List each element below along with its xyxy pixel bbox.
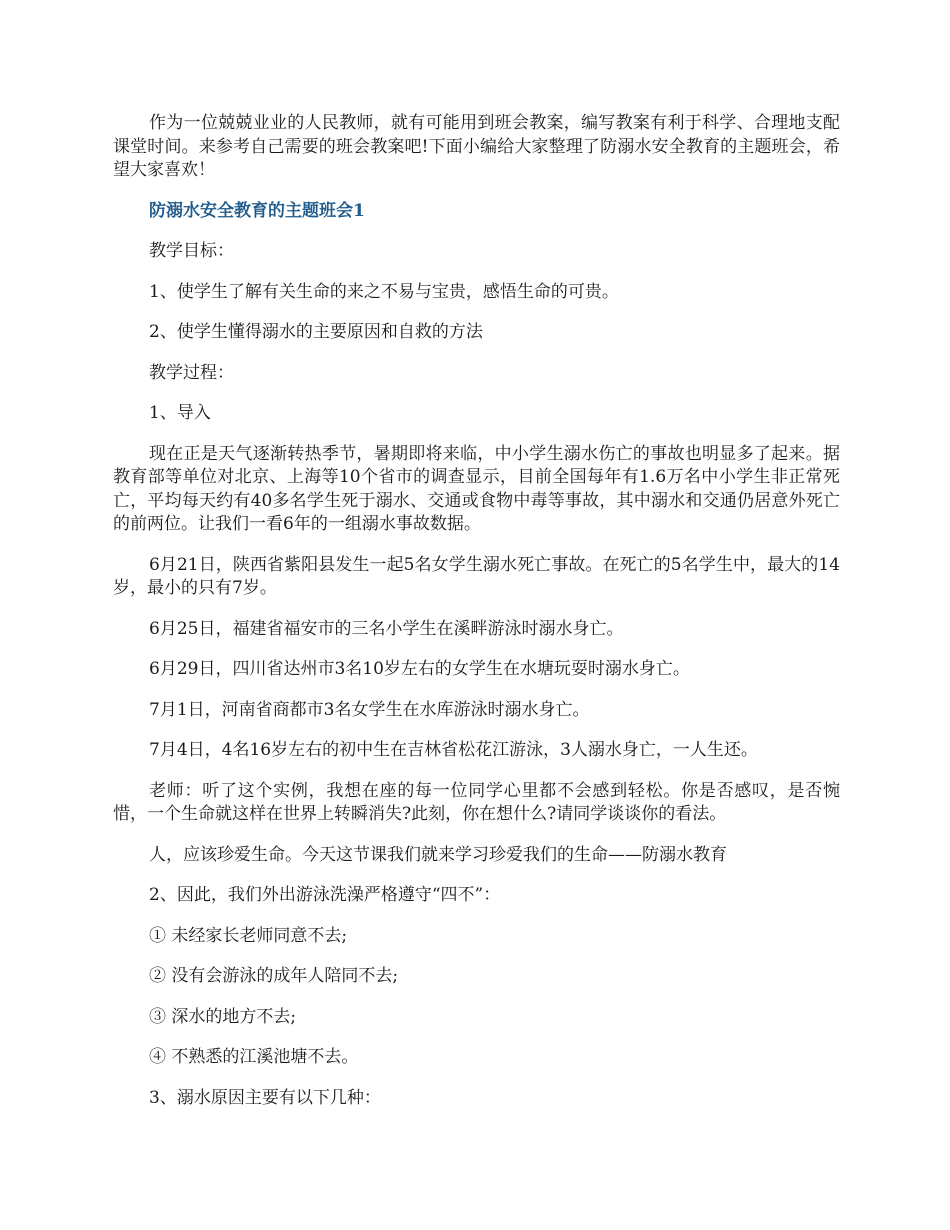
list-item-rule-2: ② 没有会游泳的成年人陪同不去;	[149, 966, 399, 986]
paragraph-teaching-goals: 教学目标：	[149, 241, 234, 261]
paragraph-goal-2: 2、使学生懂得溺水的主要原因和自救的方法	[149, 322, 483, 342]
section-heading: 防溺水安全教育的主题班会1	[149, 200, 365, 221]
paragraph-teacher-remark: 老师：听了这个实例，我想在座的每一位同学心里都不会感到轻松。你是否感叹，是否惋惜，一个生命就这样在世界上转瞬消失?此刻，你在想什么?请同学谈谈你的看法。	[113, 780, 840, 824]
paragraph-teaching-process: 教学过程：	[149, 362, 234, 383]
paragraph-case-june-25: 6月25日，福建省福安市的三名小学生在溪畔游泳时溺水身亡。	[149, 618, 624, 639]
paragraph-case-june-21: 6月21日，陕西省紫阳县发生一起5名女学生溺水死亡事故。在死亡的5名学生中，最大的14岁，最小的只有7岁。	[113, 554, 840, 598]
intro-paragraph: 作为一位兢兢业业的人民教师，就有可能用到班会教案，编写教案有利于科学、合理地支配课堂时间。来参考自己需要的班会教案吧!下面小编给大家整理了防溺水安全教育的主题班会，希望大家喜欢！	[113, 113, 840, 180]
paragraph-drowning-causes: 3、溺水原因主要有以下几种：	[149, 1087, 381, 1108]
paragraph-cherish-life: 人，应该珍爱生命。今天这节课我们就来学习珍爱我们的生命——防溺水教育	[149, 844, 727, 865]
paragraph-four-rules: 2、因此，我们外出游泳洗澡严格遵守“四不”：	[149, 885, 501, 905]
paragraph-case-june-29: 6月29日，四川省达州市3名10岁左右的女学生在水塘玩耍时溺水身亡。	[149, 659, 690, 679]
paragraph-case-july-4: 7月4日，4名16岁左右的初中生在吉林省松花江游泳，3人溺水身亡，一人生还。	[149, 740, 758, 760]
list-item-rule-3: ③ 深水的地方不去;	[149, 1006, 297, 1027]
list-item-rule-4: ④ 不熟悉的江溪池塘不去。	[149, 1047, 359, 1067]
paragraph-intro-step: 1、导入	[149, 403, 211, 423]
list-item-rule-1: ① 未经家长老师同意不去;	[149, 925, 348, 946]
paragraph-goal-1: 1、使学生了解有关生命的来之不易与宝贵，感悟生命的可贵。	[149, 281, 619, 302]
document-page	[113, 112, 840, 1127]
paragraph-statistics: 现在正是天气逐渐转热季节，暑期即将来临，中小学生溺水伤亡的事故也明显多了起来。据教育部等单位对北京、上海等10个省市的调查显示，目前全国每年有1.6万名中小学生非正常死亡，平均每天约有40多名学生死于溺水、交通或食物中毒等事故，其中溺水和交通仍居意外死亡的前两位。让我们一看6年的一组溺水事故数据。	[113, 443, 840, 534]
paragraph-case-july-1: 7月1日，河南省商都市3名女学生在水库游泳时溺水身亡。	[149, 699, 590, 720]
